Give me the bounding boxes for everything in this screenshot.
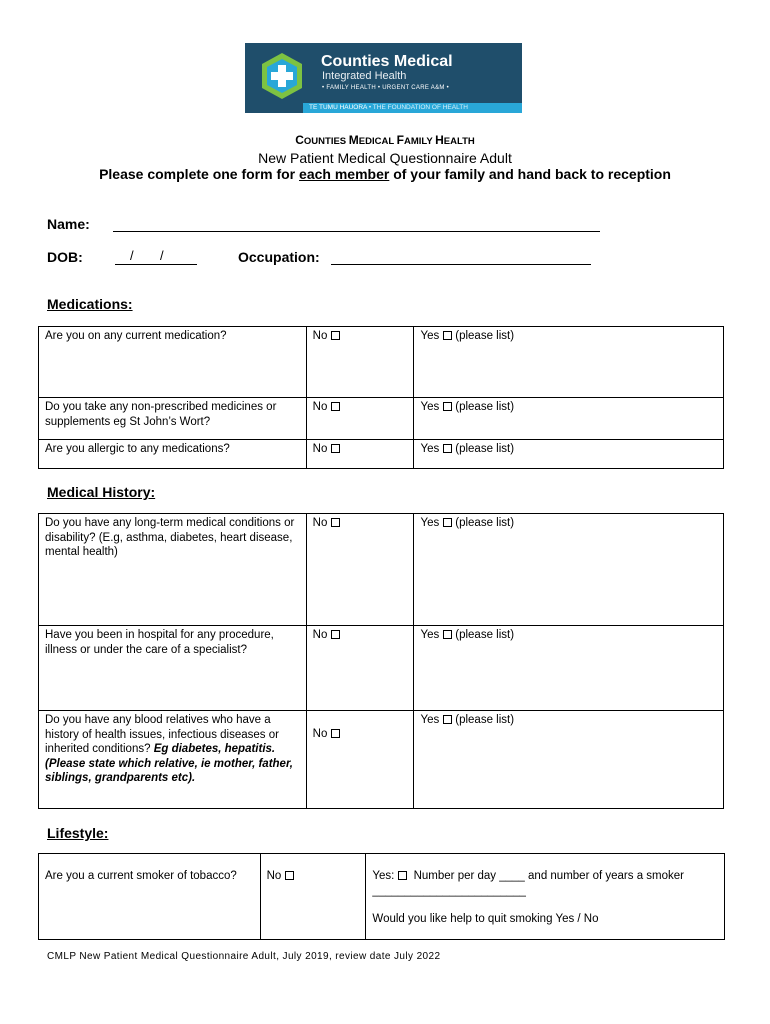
yes-option[interactable]: Yes (please list) xyxy=(414,440,724,469)
logo-title: Counties Medical xyxy=(321,53,453,70)
checkbox-icon[interactable] xyxy=(443,402,452,411)
medical-history-heading: Medical History: xyxy=(47,484,156,500)
checkbox-icon[interactable] xyxy=(443,715,452,724)
checkbox-icon[interactable] xyxy=(331,444,340,453)
question-cell: Do you have any long-term medical conditions or disability? (E.g, asthma, diabetes, heart disease, mental health) xyxy=(39,514,307,626)
table-row xyxy=(39,398,724,440)
table-row xyxy=(39,327,724,398)
quit-smoking-question: Would you like help to quit smoking Yes / No xyxy=(372,913,599,925)
occupation-field[interactable] xyxy=(331,249,591,265)
dob-separator: / xyxy=(160,248,164,263)
no-option[interactable]: No xyxy=(306,327,414,398)
name-field[interactable] xyxy=(113,216,600,232)
checkbox-icon[interactable] xyxy=(331,331,340,340)
yes-option[interactable]: Yes (please list) xyxy=(414,398,724,440)
medications-heading: Medications: xyxy=(47,296,133,312)
dob-label: DOB: xyxy=(47,249,83,265)
question-cell: Do you take any non-prescribed medicines or supplements eg St John’s Wort? xyxy=(39,398,307,440)
name-label: Name: xyxy=(47,216,90,232)
no-option[interactable]: No xyxy=(306,440,414,469)
lifestyle-table xyxy=(38,853,725,940)
form-title: New Patient Medical Questionnaire Adult xyxy=(258,150,512,166)
dob-separator: / xyxy=(130,248,134,263)
checkbox-icon[interactable] xyxy=(331,630,340,639)
checkbox-icon[interactable] xyxy=(443,630,452,639)
smoker-yes-option[interactable]: Yes: Number per day ____ and number of years a smoker ________________________ Would you like help to quit smoking Yes / No xyxy=(366,854,725,940)
question-cell: Have you been in hospital for any procedure, illness or under the care of a specialist? xyxy=(39,626,307,711)
yes-option[interactable]: Yes (please list) xyxy=(414,626,724,711)
clinic-logo xyxy=(245,43,522,113)
lifestyle-heading: Lifestyle: xyxy=(47,825,109,841)
question-cell: Are you on any current medication? xyxy=(39,327,307,398)
table-row xyxy=(39,514,724,626)
clinic-name: COUNTIES MEDICAL FAMILY HEALTH xyxy=(295,133,475,147)
checkbox-icon[interactable] xyxy=(331,729,340,738)
no-option[interactable]: No xyxy=(306,514,414,626)
checkbox-icon[interactable] xyxy=(331,402,340,411)
checkbox-icon[interactable] xyxy=(443,518,452,527)
table-row xyxy=(39,440,724,469)
yes-option[interactable]: Yes (please list) xyxy=(414,711,724,809)
occupation-label: Occupation: xyxy=(238,249,320,265)
yes-option[interactable]: Yes (please list) xyxy=(414,327,724,398)
checkbox-icon[interactable] xyxy=(285,871,294,880)
question-cell: Are you a current smoker of tobacco? xyxy=(39,854,261,940)
no-option[interactable]: No xyxy=(306,398,414,440)
logo-tagline: TE TUMU HAUORA • THE FOUNDATION OF HEALTH xyxy=(309,104,468,111)
yes-option[interactable]: Yes (please list) xyxy=(414,514,724,626)
medical-history-table xyxy=(38,513,724,809)
logo-subtitle: Integrated Health xyxy=(322,70,407,82)
question-cell: Are you allergic to any medications? xyxy=(39,440,307,469)
table-row xyxy=(39,626,724,711)
footer-note: CMLP New Patient Medical Questionnaire Adult, July 2019, review date July 2022 xyxy=(47,951,441,962)
medications-table xyxy=(38,326,724,469)
form-instruction: Please complete one form for each member of your family and hand back to reception xyxy=(99,166,671,182)
logo-services: • FAMILY HEALTH • URGENT CARE A&M • xyxy=(322,85,450,91)
checkbox-icon[interactable] xyxy=(443,331,452,340)
question-cell: Do you have any blood relatives who have a history of health issues, infectious diseases or inherited conditions? Eg diabetes, hepatitis. (Please state which relative, ie mother, father, siblings, grandparents etc). xyxy=(39,711,307,809)
no-option[interactable]: No xyxy=(260,854,366,940)
checkbox-icon[interactable] xyxy=(331,518,340,527)
medical-cross-icon xyxy=(259,51,305,101)
no-option[interactable]: No xyxy=(306,711,414,809)
table-row xyxy=(39,711,724,809)
dob-field[interactable] xyxy=(115,249,197,265)
checkbox-icon[interactable] xyxy=(398,871,407,880)
no-option[interactable]: No xyxy=(306,626,414,711)
checkbox-icon[interactable] xyxy=(443,444,452,453)
table-row xyxy=(39,854,725,940)
